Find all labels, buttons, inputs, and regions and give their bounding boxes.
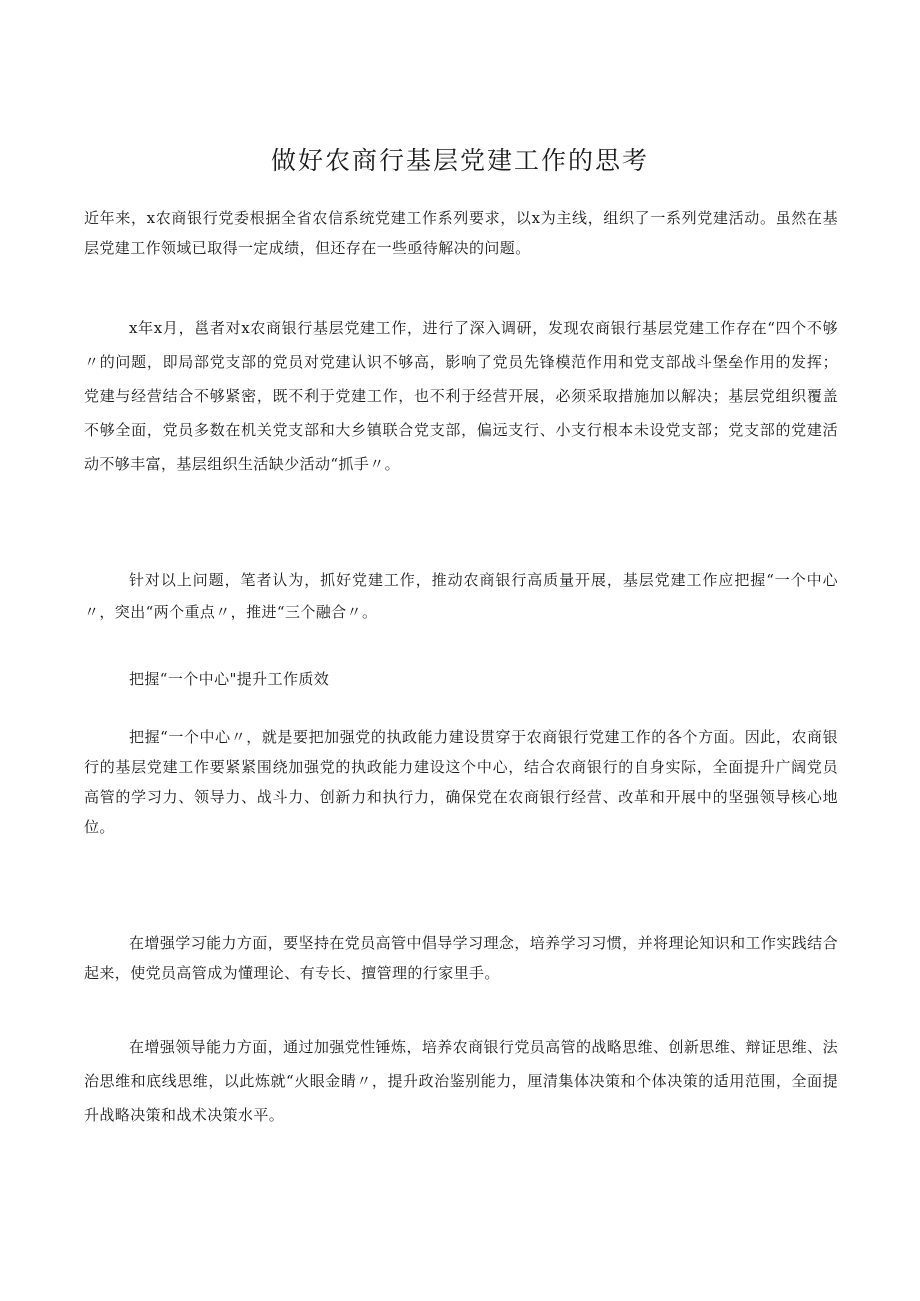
paragraph-survey-findings: x年x月，邕者对x农商银行基层党建工作，进行了深入调研，发现农商银行基层党建工作存在“四个不够〃的问题，即局部党支部的党员对党建认识不够高，影响了党员先锋模范作用和党支部战斗堡垒作用的发挥；党建与经营结合不够紧密，既不利于党建工作，也不利于经营开展，必须采取措施加以解决；基层党组织覆盖不够全面，党员多数在机关党支部和大乡镇联合党支部，偏远支行、小支行根本未设党支部；党支部的党建活动不够丰富，基层组织生活缺少活动“抓手〃。 [84, 319, 838, 473]
paragraph-leadership-ability: 在增强领导能力方面，通过加强党性锤炼，培养农商银行党员高管的战略思维、创新思维、辩证思维、法治思维和底线思维，以此炼就“火眼金睛〃，提升政治鉴别能力，厘清集体决策和个体决策的适用范围，全面提升战略决策和战术决策水平。 [84, 1038, 838, 1124]
paragraph-proposal: 针对以上问题，笔者认为，抓好党建工作，推动农商银行高质量开展，基层党建工作应把握“一个中心〃，突出“两个重点〃，推进“三个融合〃。 [84, 571, 838, 621]
paragraph-intro: 近年来，x农商银行党委根据全省农信系统党建工作系列要求，以x为主线，组织了一系列党建活动。虽然在基层党建工作领域已取得一定成绩，但还存在一些亟待解决的问题。 [84, 209, 838, 257]
section-heading-one-center: 把握“一个中心"提升工作质效 [129, 670, 330, 688]
paragraph-learning-ability: 在增强学习能力方面，要坚持在党员高管中倡导学习理念，培养学习习惯，并将理论知识和工作实践结合起来，使党员高管成为懂理论、有专长、擅管理的行家里手。 [84, 934, 838, 982]
document-title: 做好农商行基层党建工作的思考 [270, 146, 649, 175]
paragraph-one-center: 把握“一个中心〃，就是要把加强党的执政能力建设贯穿于农商银行党建工作的各个方面。因此，农商银行的基层党建工作要紧紧围绕加强党的执政能力建设这个中心，结合农商银行的自身实际，全面提升广阔党员高管的学习力、领导力、战斗力、创新力和执行力，确保党在农商银行经营、改革和开展中的坚强领导核心地位。 [84, 728, 838, 836]
